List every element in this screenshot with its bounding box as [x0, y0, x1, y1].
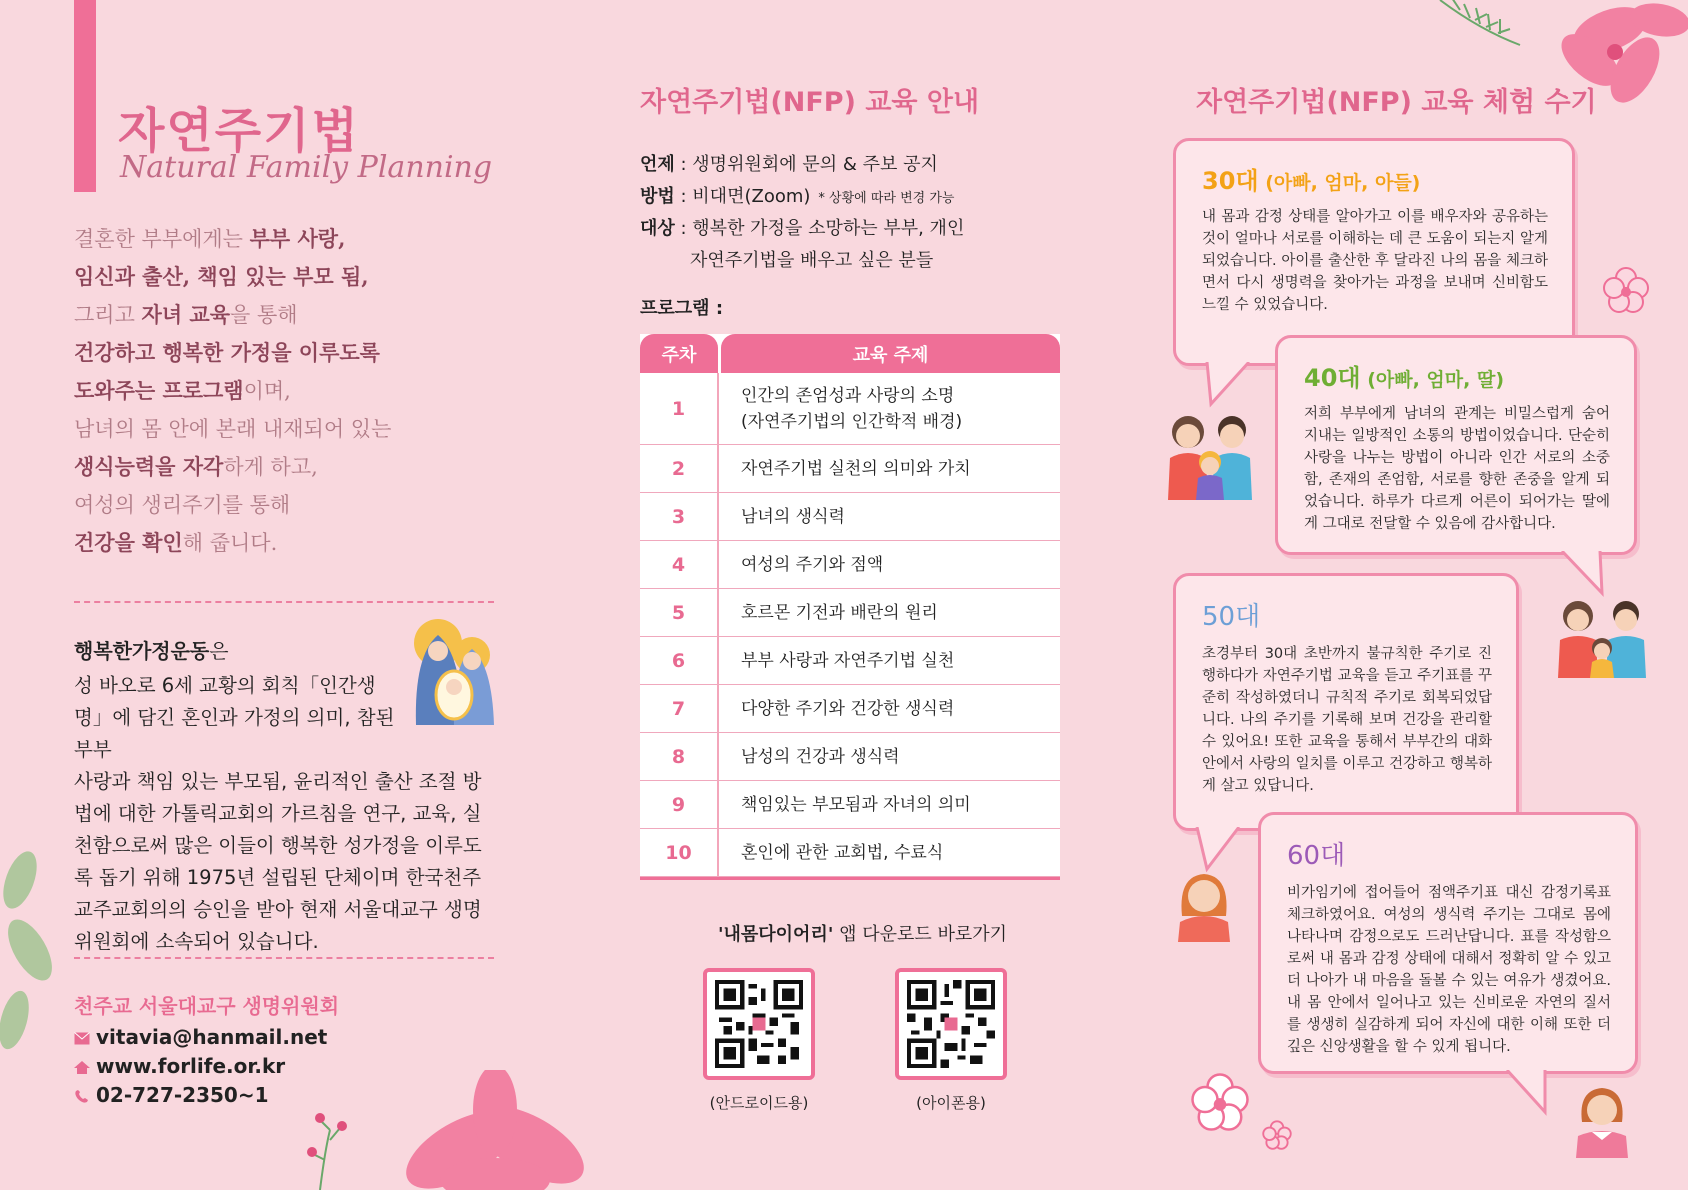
family-illustration-30s	[1160, 410, 1260, 500]
info-value: 비대면(Zoom)	[692, 186, 811, 207]
info-value: 행복한 가정을 소망하는 부부, 개인	[692, 218, 965, 239]
intro-emphasis: 생식능력을 자각	[74, 454, 224, 479]
education-title: 자연주기법(NFP) 교육 안내	[640, 87, 980, 118]
woman-illustration-50s	[1172, 866, 1236, 942]
divider	[74, 957, 494, 959]
website-text: www.forlife.or.kr	[96, 1054, 286, 1078]
testimonial-60s	[1258, 812, 1638, 1074]
table-row	[640, 781, 1060, 829]
movement-suffix: 은	[209, 639, 229, 663]
intro-emphasis: 도와주는 프로그램	[74, 378, 244, 403]
table-row	[640, 541, 1060, 589]
intro-line	[74, 296, 504, 334]
page-title: 자연주기법	[118, 103, 360, 159]
qr-label-iphone: (아이폰용)	[916, 1094, 986, 1112]
intro-line	[74, 220, 504, 258]
testimonial-heading: 50대	[1202, 602, 1261, 632]
intro-emphasis: 부부 사랑,	[249, 226, 346, 251]
week-number: 3	[640, 493, 719, 540]
testimonial-text: 초경부터 30대 초반까지 불규칙한 주기로 진행하다가 자연주기법 교육을 듣고 주기표를 꾸준히 작성하였더니 규칙적 주기로 회복되었답니다. 나의 주기를 기록해 보며 건강을 관리할 수 있어요! 또한 교육을 통해서 부부간의 대화 안에서 사랑의 일치를 이루고 건강하고 행복하게 살고 있답니다.	[1202, 646, 1492, 794]
intro-emphasis: 임신과 출산, 책임 있는 부모 됨,	[74, 264, 369, 289]
qr-code-icon	[907, 980, 995, 1068]
intro-line	[74, 448, 504, 486]
table-body	[640, 373, 1060, 877]
table-row	[640, 685, 1060, 733]
movement-name: 행복한가정운동	[74, 639, 210, 663]
intro-segment: 여성의 생리주기를 통해	[74, 493, 291, 517]
table-row	[640, 445, 1060, 493]
week-number: 7	[640, 685, 719, 732]
program-table	[640, 334, 1060, 880]
topic-text: 부부 사랑과 자연주기법 실천	[741, 650, 955, 671]
testimonials-title: 자연주기법(NFP) 교육 체험 수기	[1196, 87, 1597, 118]
intro-line	[74, 524, 504, 562]
intro-line	[74, 486, 504, 524]
week-number: 8	[640, 733, 719, 780]
page-subtitle: Natural Family Planning	[120, 150, 493, 185]
intro-segment: 남녀의 몸 안에 본래 내재되어 있는	[74, 417, 392, 441]
organization-name: 천주교 서울대교구 생명위원회	[74, 994, 340, 1018]
app-download-title	[718, 920, 1007, 946]
table-row	[640, 733, 1060, 781]
table-row	[640, 829, 1060, 877]
topic-text: 호르몬 기전과 배란의 원리	[741, 602, 938, 623]
week-number: 2	[640, 445, 719, 492]
bubble-tail	[1560, 551, 1610, 597]
qr-code-iphone[interactable]	[895, 968, 1007, 1080]
leaf-decoration-left	[0, 850, 60, 1090]
info-method: 방법 : 비대면(Zoom) * 상황에 따라 변경 가능	[640, 186, 955, 207]
intro-emphasis: 건강하고 행복한 가정을 이루도록	[74, 340, 380, 365]
testimonial-text: 비가임기에 접어들어 점액주기표 대신 감정기록표 체크하였어요. 여성의 생식력 주기는 그대로 몸에 나타나며 감정으로도 드러난답니다. 표를 작성함으로써 내 몸과 감정 상태에 대해서 정확히 알 수 있고 더 나아가 내 마음을 돌볼 수 있는 여유가 생겼어요. 내 몸 안에서 일어나고 있는 신비로운 자연의 질서를 생생히 실감하게 되어 자신에 대한 이해 또한 더 깊은 신앙생활을 할 수 있게 됩니다.	[1287, 885, 1611, 1055]
qr-label-android: (안드로이드용)	[709, 1094, 809, 1112]
week-number: 9	[640, 781, 719, 828]
phone-contact[interactable]	[74, 1083, 269, 1107]
topic-text: 남녀의 생식력	[741, 506, 845, 527]
app-name: '내몸다이어리'	[718, 924, 834, 945]
table-header	[640, 334, 1060, 373]
week-number: 4	[640, 541, 719, 588]
topic-text: 혼인에 관한 교회법, 수료식	[741, 842, 944, 863]
intro-emphasis: 자녀 교육	[141, 302, 231, 327]
testimonial-text: 내 몸과 감정 상태를 알아가고 이를 배우자와 공유하는 것이 얼마나 서로를 이해하는 데 큰 도움이 되는지 알게 되었습니다. 아이를 출산한 후 달라진 나의 몸을 체크하면서 다시 생명력을 찾아가는 과정을 보내며 신비함도 느낄 수 있었습니다.	[1202, 209, 1548, 313]
home-icon	[74, 1061, 90, 1074]
movement-title	[74, 635, 229, 664]
testimonial-30s	[1173, 138, 1575, 366]
intro-segment: 을 통해	[230, 303, 298, 327]
table-row	[640, 493, 1060, 541]
family-illustration-40s	[1552, 598, 1652, 678]
header-week: 주차	[640, 334, 718, 373]
intro-emphasis: 건강을 확인	[74, 530, 183, 555]
intro-segment: 하게 하고,	[223, 455, 318, 479]
info-label: 방법	[640, 186, 675, 207]
flower-icon	[1262, 1120, 1292, 1150]
phone-text: 02-727-2350~1	[96, 1083, 269, 1107]
testimonial-40s	[1275, 335, 1637, 555]
table-bottom-border	[640, 877, 1060, 880]
topic-text: 여성의 주기와 점액	[741, 554, 884, 575]
topic-text: 남성의 건강과 생식력	[741, 746, 900, 767]
program-label: 프로그램 :	[640, 298, 724, 319]
intro-segment: 그리고	[74, 303, 142, 327]
intro-line	[74, 334, 504, 372]
testimonial-text: 저희 부부에게 남녀의 관계는 비밀스럽게 숨어 지내는 일방적인 소통의 방법이었습니다. 단순히 사랑을 나누는 방법이 아니라 인간 서로의 소중함, 존재의 존엄함, 서로를 향한 존중을 알게 되었습니다. 하루가 다르게 어른이 되어가는 딸에게 그대로 전달할 수 있음에 감사합니다.	[1304, 406, 1610, 532]
week-number: 6	[640, 637, 719, 684]
table-row	[640, 589, 1060, 637]
table-row	[640, 637, 1060, 685]
topic-text: 인간의 존엄성과 사랑의 소명 (자연주기법의 인간학적 배경)	[741, 385, 963, 432]
email-contact[interactable]	[74, 1025, 327, 1049]
table-row	[640, 373, 1060, 445]
info-target: 대상 : 행복한 가정을 소망하는 부부, 개인	[640, 218, 965, 239]
mail-icon	[74, 1032, 90, 1045]
title-accent-bar	[74, 0, 96, 192]
intro-text	[74, 220, 504, 562]
intro-line	[74, 258, 504, 296]
week-number: 1	[640, 373, 719, 444]
flower-icon	[1190, 1072, 1250, 1132]
woman-illustration-60s	[1570, 1082, 1634, 1158]
info-target-continued: 자연주기법을 배우고 싶은 분들	[690, 250, 934, 271]
testimonial-heading: 60대	[1287, 841, 1346, 871]
movement-text-top: 성 바오로 6세 교황의 회칙「인간생명」에 담긴 혼인과 가정의 의미, 참된 부부	[74, 674, 395, 761]
intro-line	[74, 372, 504, 410]
intro-line	[74, 410, 504, 448]
qr-code-icon	[715, 980, 803, 1068]
week-number: 5	[640, 589, 719, 636]
topic-text: 다양한 주기와 건강한 생식력	[741, 698, 955, 719]
flower-decoration-bottom	[300, 1070, 660, 1190]
info-label: 대상	[640, 218, 675, 239]
bubble-tail	[1205, 362, 1255, 408]
week-number: 10	[640, 829, 719, 876]
info-when: 언제 : 생명위원회에 문의 & 주보 공지	[640, 154, 938, 175]
email-text: vitavia@hanmail.net	[96, 1025, 328, 1049]
testimonial-heading: 40대 (아빠, 엄마, 딸)	[1304, 364, 1505, 392]
phone-icon	[74, 1090, 90, 1103]
movement-text: 사랑과 책임 있는 부모됨, 윤리적인 출산 조절 방법에 대한 가톨릭교회의 가르침을 연구, 교육, 실천함으로써 많은 이들이 행복한 성가정을 이루도록 돕기 위해 1975년 설립된 단체이며 한국천주교주교회의의 승인을 받아 현재 서울대교구 생명위원회에 소속되어 있습니다.	[74, 770, 482, 953]
info-label: 언제	[640, 154, 675, 175]
intro-segment: 결혼한 부부에게는	[74, 227, 250, 251]
topic-text: 자연주기법 실천의 의미와 가치	[741, 458, 971, 479]
divider	[74, 601, 494, 603]
topic-text: 책임있는 부모됨과 자녀의 의미	[741, 794, 971, 815]
header-topic: 교육 주제	[721, 334, 1060, 373]
app-download-text: 앱 다운로드 바로가기	[833, 924, 1008, 945]
website-contact[interactable]	[74, 1054, 285, 1078]
intro-segment: 해 줍니다.	[182, 531, 278, 555]
movement-description	[74, 670, 499, 958]
info-value: 생명위원회에 문의 & 주보 공지	[692, 154, 938, 175]
info-note: * 상황에 따라 변경 가능	[818, 191, 955, 206]
qr-code-android[interactable]	[703, 968, 815, 1080]
testimonial-heading: 30대 (아빠, 엄마, 아들)	[1202, 167, 1421, 195]
intro-segment: 이며,	[243, 379, 291, 403]
testimonial-50s	[1173, 573, 1519, 831]
bubble-tail	[1505, 1070, 1555, 1116]
flower-icon	[1602, 266, 1650, 314]
